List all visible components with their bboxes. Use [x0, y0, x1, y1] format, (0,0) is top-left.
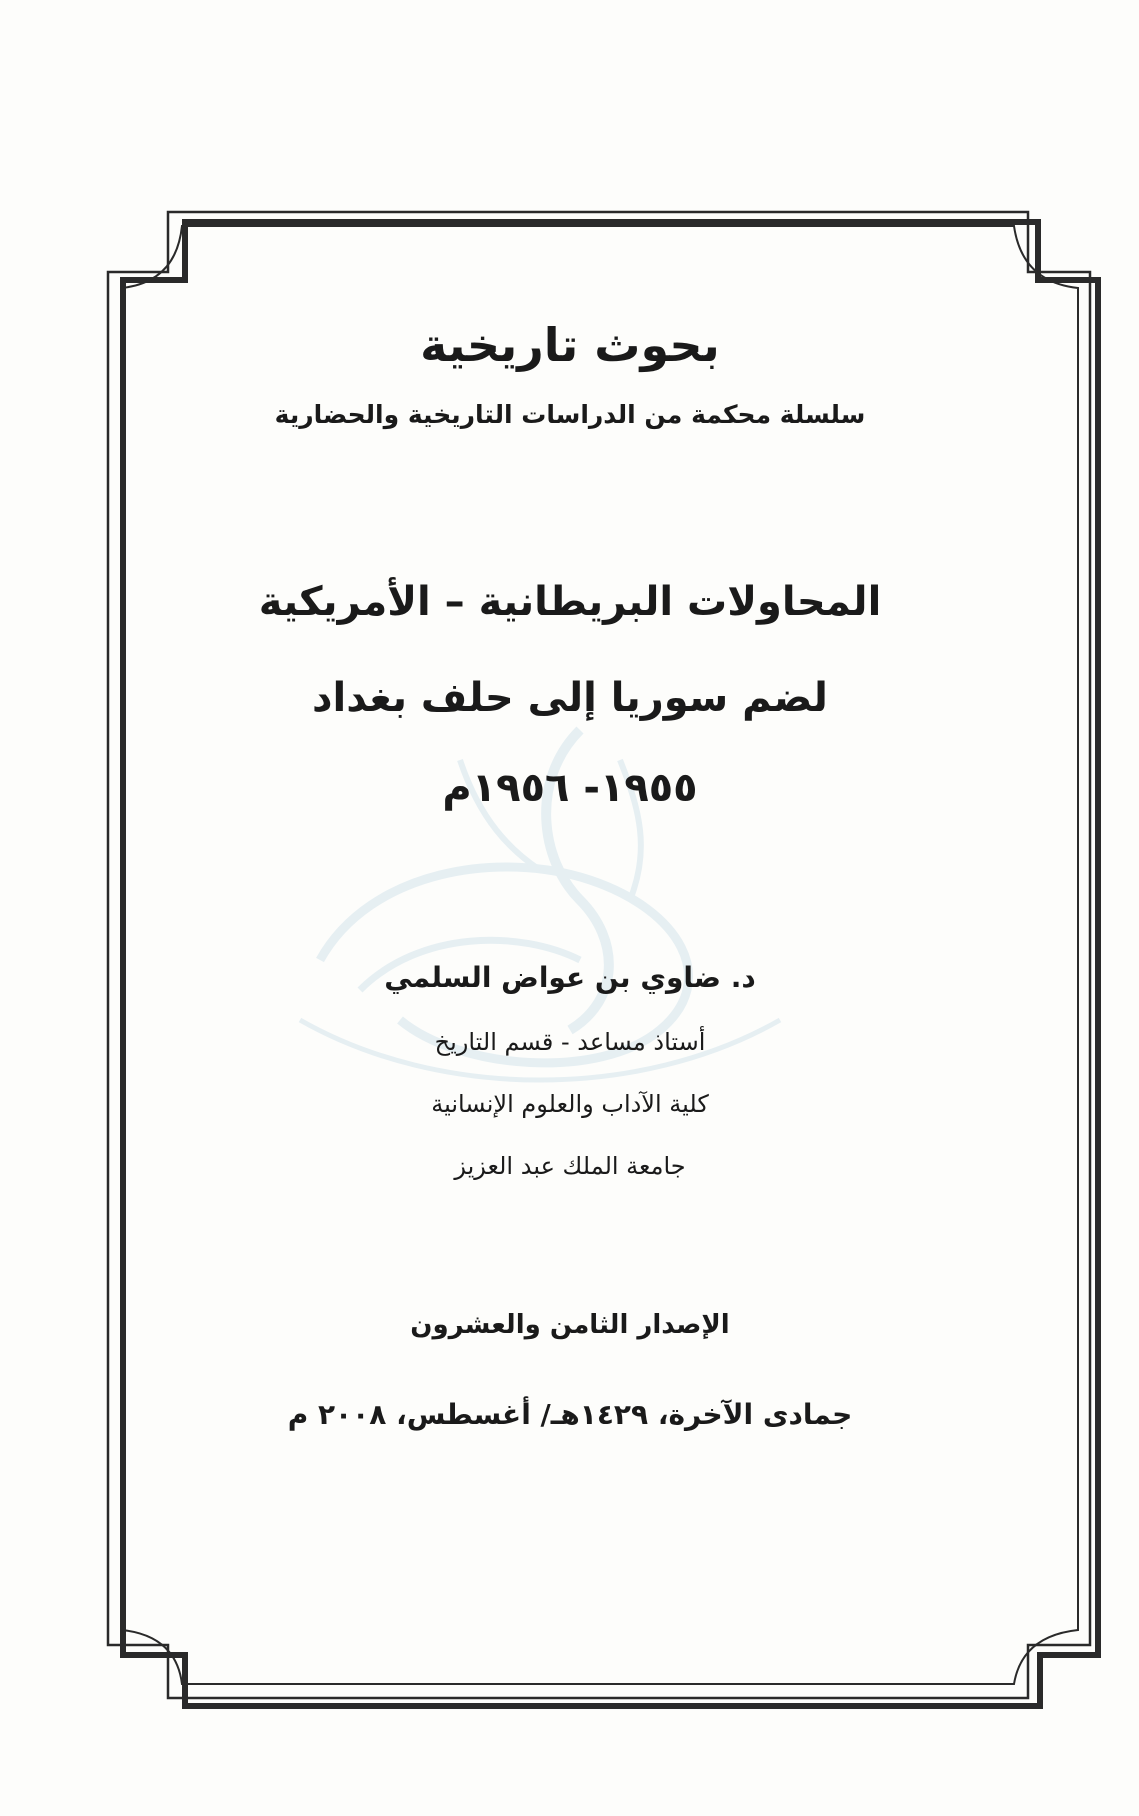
author-position: أستاذ مساعد - قسم التاريخ [434, 1028, 706, 1056]
series-subtitle: سلسلة محكمة من الدراسات التاريخية والحضارية [274, 400, 866, 429]
page-text [180, 300, 960, 1431]
author-university: جامعة الملك عبد العزيز [454, 1152, 686, 1180]
edition-label: الإصدار الثامن والعشرون [410, 1310, 730, 1340]
book-subtitle: لضم سوريا إلى حلف بغداد [312, 675, 828, 721]
author-college: كلية الآداب والعلوم الإنسانية [431, 1090, 709, 1118]
series-title: بحوث تاريخية [420, 318, 720, 372]
book-title: المحاولات البريطانية – الأمريكية [258, 579, 882, 625]
publication-date: جمادى الآخرة، ١٤٢٩هـ/ أغسطس، ٢٠٠٨ م [287, 1398, 853, 1431]
author-name: د. ضاوي بن عواض السلمي [384, 961, 756, 994]
book-years: ١٩٥٥- ١٩٥٦م [442, 765, 698, 811]
